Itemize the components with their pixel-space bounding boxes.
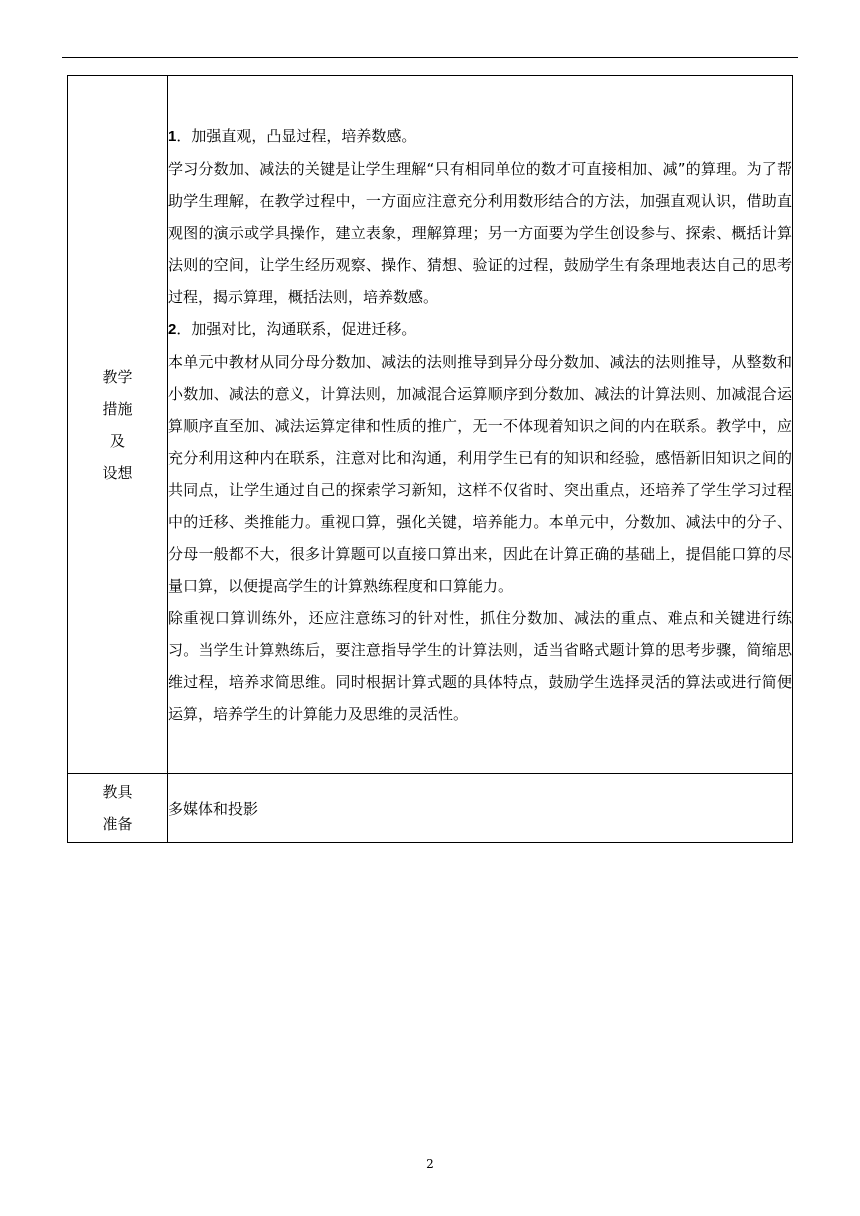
paragraph-3: 除重视口算训练外，还应注意练习的针对性，抓住分数加、减法的重点、难点和关键进行练习。当学生计算熟练后，要注意指导学生的计算法则，适当省略式题计算的思考步骤，简缩思维过程，培养求简思维。同时根据计算式题的具体特点，鼓励学生选择灵活的算法或进行简便运算，培养学生的计算能力及思维的灵活性。 [168,608,792,723]
tools-row [68,774,793,843]
section-heading-1-text: ．加强直观，凸显过程，培养数感。 [176,126,417,145]
page-number: 2 [426,1157,434,1171]
section-heading-2-text: ．加强对比，沟通联系，促进迁移。 [176,319,417,338]
tools-label-line-1: 教具 [102,783,133,801]
paragraph-2: 本单元中教材从同分母分数加、减法的法则推导到异分母分数加、减法的法则推导，从整数和小数加、减法的意义，计算法则，加减混合运算顺序到分数加、减法的计算法则、加减混合运算顺序直至加、减法运算定律和性质的推广，无一不体现着知识之间的内在联系。教学中，应充分利用这种内在联系，注意对比和沟通，利用学生已有的知识和经验，感悟新旧知识之间的共同点，让学生通过自己的探索学习新知，这样不仅省时、突出重点，还培养了学生学习过程中的迁移、类推能力。重视口算，强化关键，培养能力。本单元中，分数加、减法中的分子、分母一般都不大，很多计算题可以直接口算出来，因此在计算正确的基础上，提倡能口算的尽量口算，以便提高学生的计算熟练程度和口算能力。 [168,352,792,595]
measures-label-line-2: 措施 [102,399,133,418]
header-rule [62,57,798,58]
section-heading-1 [168,120,792,153]
paragraph-1: 学习分数加、减法的关键是让学生理解“只有相同单位的数才可直接相加、减”的算理。为了帮助学生理解，在教学过程中，一方面应注意充分利用数形结合的方法，加强直观认识，借助直观图的演示或学具操作，建立表象，理解算理；另一方面要为学生创设参与、探索、概括计算法则的空间，让学生经历观察、操作、猜想、验证的过程，鼓励学生有条理地表达自己的思考过程，揭示算理，概括法则，培养数感。 [168,159,792,306]
measures-label-line-4: 设想 [102,463,133,482]
measures-content-cell [168,76,793,774]
section-heading-1-number: 1 [168,127,177,145]
tools-content-cell: 多媒体和投影 [168,774,793,843]
tools-label-cell [68,774,168,843]
measures-label-line-1: 教学 [102,367,133,386]
measures-label-line-3: 及 [109,431,125,450]
measures-row [68,76,793,774]
section-heading-2-number: 2 [168,320,177,338]
section-heading-2 [168,313,792,346]
tools-label-line-2: 准备 [102,815,133,833]
lesson-plan-table [67,75,793,843]
measures-label-cell [68,76,168,774]
